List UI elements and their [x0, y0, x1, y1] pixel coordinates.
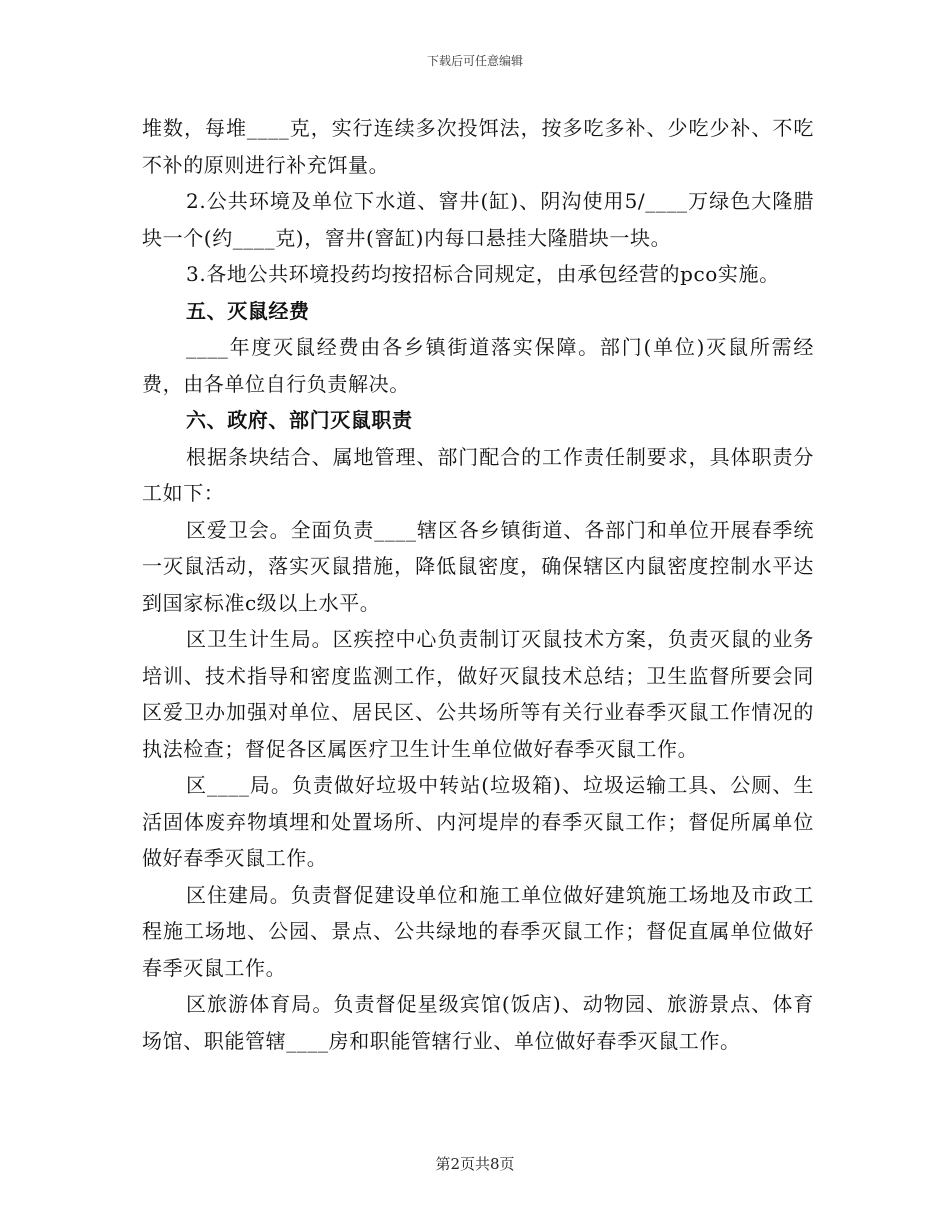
body-paragraph: 区爱卫会。全面负责____辖区各乡镇街道、各部门和单位开展春季统一灭鼠活动，落实灭鼠措施，降低鼠密度，确保辖区内鼠密度控制水平达到国家标准c级以上水平。: [142, 517, 814, 615]
body-paragraph: 区旅游体育局。负责督促星级宾馆(饭店)、动物园、旅游景点、体育场馆、职能管辖____房和职能管辖行业、单位做好春季灭鼠工作。: [142, 992, 814, 1053]
page-number: 第2页共8页: [435, 1155, 515, 1173]
body-paragraph: 区卫生计生局。区疾控中心负责制订灭鼠技术方案，负责灭鼠的业务培训、技术指导和密度监测工作，做好灭鼠技术总结；卫生监督所要会同区爱卫办加强对单位、居民区、公共场所等有关行业春季灭鼠工作情况的执法检查；督促各区属医疗卫生计生单位做好春季灭鼠工作。: [142, 627, 814, 761]
body-paragraph: 区____局。负责做好垃圾中转站(垃圾箱)、垃圾运输工具、公厕、生活固体废弃物填埋和处置场所、内河堤岸的春季灭鼠工作；督促所属单位做好春季灭鼠工作。: [142, 773, 814, 870]
body-paragraph: 区住建局。负责督促建设单位和施工单位做好建筑施工场地及市政工程施工场地、公园、景点、公共绿地的春季灭鼠工作；督促直属单位做好春季灭鼠工作。: [142, 882, 814, 980]
body-paragraph: 堆数，每堆____克，实行连续多次投饵法，按多吃多补、少吃少补、不吃不补的原则进行补充饵量。: [142, 116, 814, 177]
section-heading: 六、政府、部门灭鼠职责: [186, 408, 413, 432]
body-paragraph: 3.各地公共环境投药均按招标合同规定，由承包经营的pco实施。: [186, 262, 780, 286]
body-paragraph: 2.公共环境及单位下水道、窨井(缸)、阴沟使用5/____万绿色大隆腊块一个(约____克)，窨井(窨缸)内每口悬挂大隆腊块一块。: [142, 189, 814, 250]
body-paragraph: ____年度灭鼠经费由各乡镇街道落实保障。部门(单位)灭鼠所需经费，由各单位自行负责解决。: [142, 335, 814, 396]
document-body: [142, 110, 814, 1059]
section-heading: 五、灭鼠经费: [186, 298, 310, 323]
page-header-note: 下载后可任意编辑: [426, 54, 523, 68]
body-paragraph: 根据条块结合、属地管理、部门配合的工作责任制要求，具体职责分工如下：: [142, 444, 814, 505]
